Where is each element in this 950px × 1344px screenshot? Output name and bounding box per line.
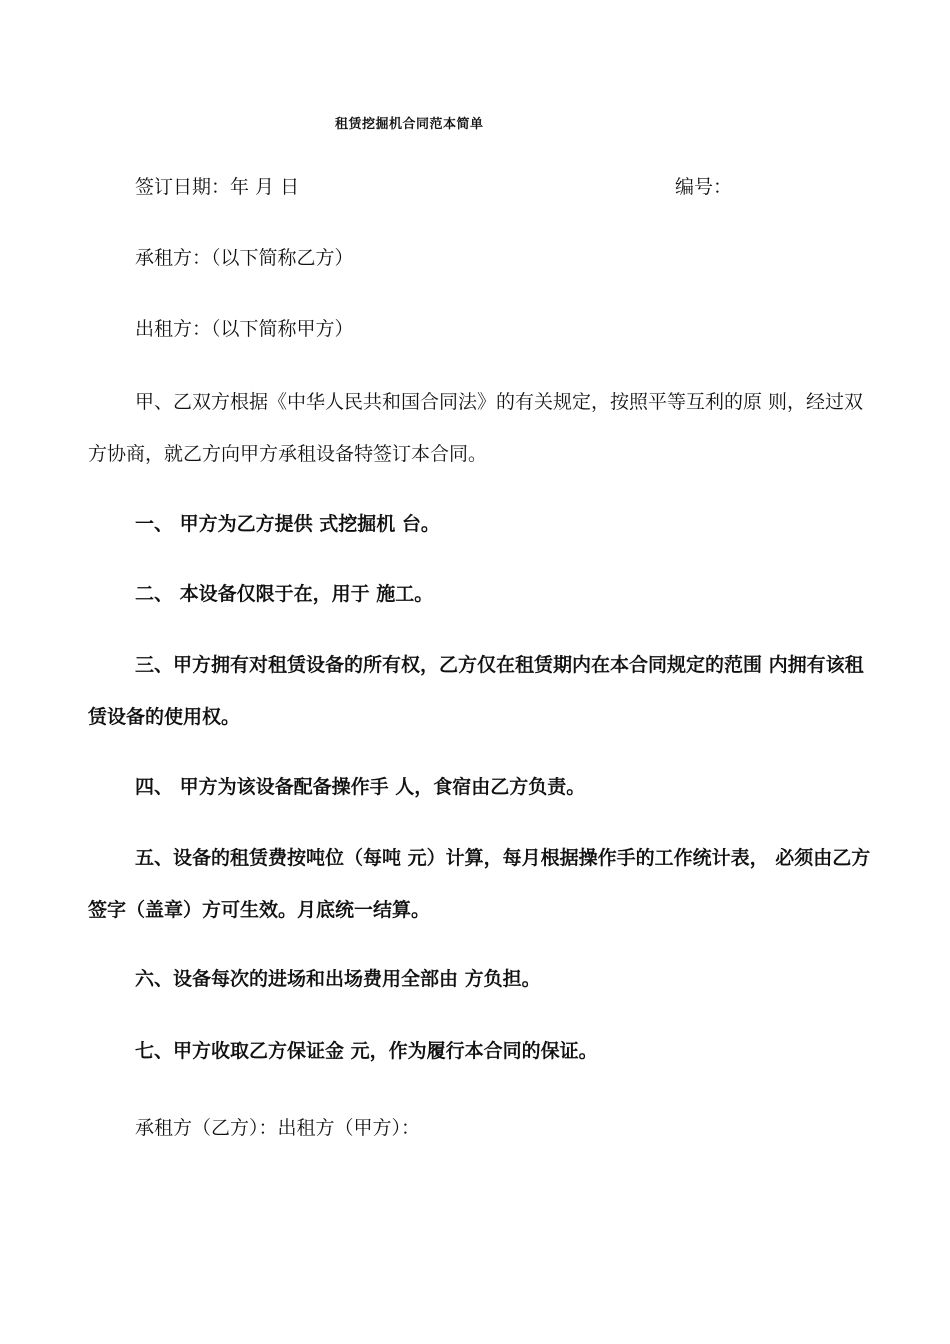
clause-3: 三、甲方拥有对租赁设备的所有权，乙方仅在租赁期内在本合同规定的范围 内拥有该租赁设备的使用权。 [88, 654, 864, 728]
clause-5: 五、设备的租赁费按吨位（每吨 元）计算，每月根据操作手的工作统计表， 必须由乙方签字（盖章）方可生效。月底统一结算。 [88, 847, 871, 921]
document-title: 租赁挖掘机合同范本简单 [335, 117, 484, 132]
clause-6: 六、设备每次的进场和出场费用全部由 方负担。 [135, 968, 541, 990]
clause-1: 一、 甲方为乙方提供 式挖掘机 台。 [135, 513, 440, 535]
contract-number: 编号： [675, 176, 733, 198]
clause-4: 四、 甲方为该设备配备操作手 人，食宿由乙方负责。 [135, 776, 586, 798]
intro-paragraph: 甲、乙双方根据《中华人民共和国合同法》的有关规定，按照平等互利的原 则，经过双方协商，就乙方向甲方承租设备特签订本合同。 [88, 391, 864, 465]
signature-line: 承租方（乙方）：出租方（甲方）： [135, 1117, 421, 1139]
sign-date: 签订日期：年 月 日 [135, 176, 300, 198]
clause-2: 二、 本设备仅限于在，用于 施工。 [135, 583, 434, 605]
lessor-line: 出租方：（以下简称甲方） [135, 318, 354, 340]
lessee-line: 承租方：（以下简称乙方） [135, 247, 354, 269]
clause-7: 七、甲方收取乙方保证金 元，作为履行本合同的保证。 [135, 1040, 598, 1062]
